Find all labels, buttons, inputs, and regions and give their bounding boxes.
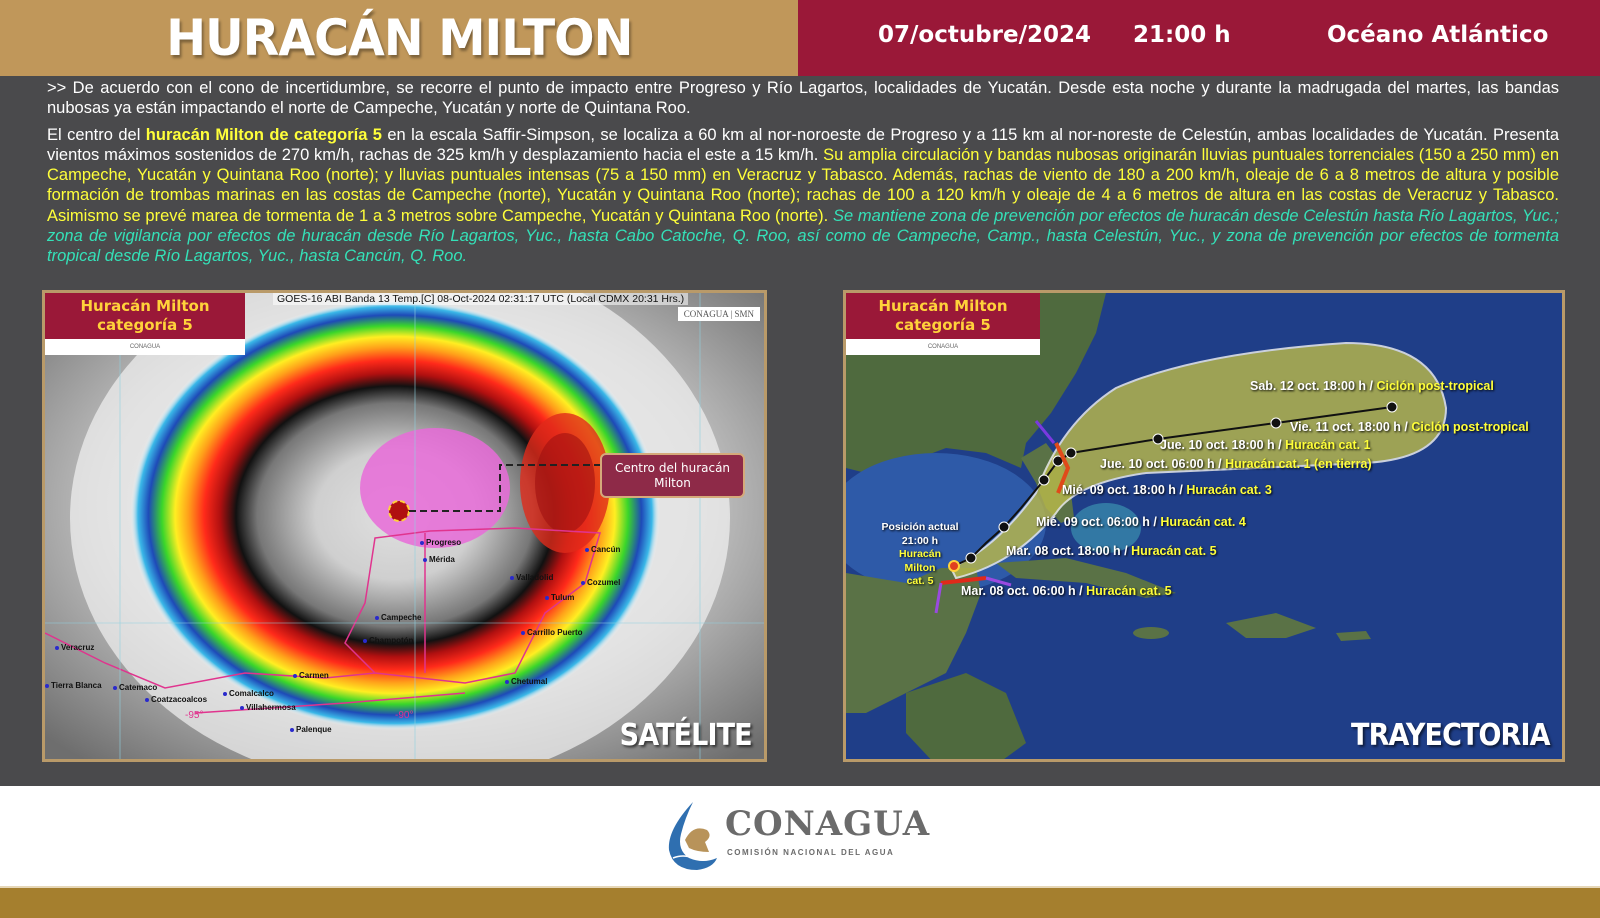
agency-logos: CONAGUA | SMN: [678, 307, 760, 321]
current-position-time: 21:00 h: [901, 534, 939, 547]
bulletin-paragraph-1: >> De acuerdo con el cono de incertidumbre, se recorre el punto de impacto entre Progreso y Río Lagartos, localidades de Yucatán. Desde esta noche y durante la madrugada del martes, las bandas nubosas ya están impactando el norte de Campeche, Yucatán y norte de Quintana Roo.: [47, 79, 1559, 118]
header-info-band: [798, 0, 1600, 76]
forecast-time: Vie. 11 oct. 18:00 h /: [1290, 420, 1412, 434]
text-segment: en la escala Saffir-Simpson, se localiza a 60 km al nor-noroeste de Progreso y a 115 km al nor-noreste de Celestún, ambas localidades de Yucatán. Presenta vientos máximos sostenidos de 270 km/h, rachas de 325 km/h y desplazamiento hacia el este a 15 km/h.: [47, 125, 1559, 164]
badge-title: Huracán Milton: [80, 297, 210, 315]
svg-text:-90°: -90°: [395, 710, 414, 721]
forecast-time: Mié. 09 oct. 18:00 h /: [1062, 483, 1187, 497]
current-position-type: Huracán: [898, 548, 941, 560]
forecast-status: Huracán cat. 5: [1131, 544, 1217, 558]
city-label: Tierra Blanca: [45, 681, 102, 690]
forecast-point-label: [1290, 420, 1529, 434]
conagua-mini-logo: CONAGUA: [45, 339, 245, 355]
forecast-status: Huracán cat. 4: [1160, 515, 1246, 529]
bulletin-paragraph-2: [47, 125, 1559, 267]
city-label: Valladolid: [510, 573, 553, 582]
goes-caption: GOES-16 ABI Banda 13 Temp.[C] 08-Oct-2024 02:31:17 UTC (Local CDMX 20:31 Hrs.): [273, 293, 688, 305]
city-label: Champotón: [363, 636, 413, 645]
forecast-point-label: [961, 584, 1172, 598]
forecast-point-label: [1036, 515, 1246, 529]
conagua-logo: [663, 800, 943, 872]
forecast-time: Jue. 10 oct. 18:00 h /: [1160, 438, 1286, 452]
badge-category: categoría 5: [97, 316, 193, 334]
forecast-status: Huracán cat. 1 (en tierra): [1225, 457, 1372, 471]
bulletin-text: [47, 78, 1559, 273]
conagua-mini-logo: CONAGUA: [846, 339, 1040, 355]
panel-label-trajectory: TRAYECTORIA: [1351, 718, 1550, 753]
satellite-image-panel: [42, 290, 767, 762]
forecast-status: Ciclón post-tropical: [1411, 420, 1529, 434]
svg-text:-95°: -95°: [185, 710, 204, 721]
hurricane-eye-marker: [389, 501, 409, 521]
forecast-time: Mar. 08 oct. 18:00 h /: [1006, 544, 1132, 558]
bulletin-date: 07/octubre/2024: [878, 22, 1092, 48]
text-segment: El centro del: [47, 125, 146, 144]
city-label: Coatzacoalcos: [145, 695, 207, 704]
city-label: Cozumel: [581, 578, 620, 587]
current-position-category: cat. 5: [906, 575, 934, 587]
city-label: Carmen: [293, 671, 329, 680]
conagua-emblem-icon: [663, 800, 719, 872]
current-position-title: Posición actual: [881, 521, 959, 533]
trajectory-map-panel: [843, 290, 1565, 762]
badge-title: Huracán Milton: [878, 297, 1008, 315]
forecast-point-label: [1250, 379, 1494, 393]
forecast-point-label: [1160, 438, 1371, 452]
forecast-time: Mié. 09 oct. 06:00 h /: [1036, 515, 1161, 529]
hurricane-center-callout: Centro del huracán Milton: [600, 453, 745, 498]
forecast-status: Ciclón post-tropical: [1376, 379, 1494, 393]
panel-label-satellite: SATÉLITE: [619, 718, 752, 753]
forecast-time: Jue. 10 oct. 06:00 h /: [1100, 457, 1226, 471]
city-label: Campeche: [375, 613, 421, 622]
effects-highlight: Su amplia circulación y bandas nubosas originarán lluvias puntuales torrenciales (150 a 250 mm) en Campeche, Yucatán y Quintana Roo (norte); y lluvias puntuales intensas (75 a 150 mm) en Veracruz y Tabasco. Además, rachas de viento de 180 a 200 km/h, oleaje de 6 a 8 metros de altura y posible formación de trombas marinas en las costas de Campeche (norte), Yucatán y Quintana Roo (norte); rachas de 100 a 120 km/h y oleaje de 4 a 6 metros de altura en las costas de Veracruz y Tabasco. Asimismo se prevé marea de tormenta de 1 a 3 metros sobre Campeche, Yucatán y Quintana Roo (norte).: [47, 145, 1559, 225]
badge-category: categoría 5: [895, 316, 991, 334]
header-title-band: [0, 0, 798, 76]
city-label: Cancún: [585, 545, 620, 554]
forecast-point-label: [1006, 544, 1217, 558]
city-label: Carrillo Puerto: [521, 628, 583, 637]
city-label: Catemaco: [113, 683, 157, 692]
forecast-status: Huracán cat. 5: [1086, 584, 1172, 598]
city-label: Palenque: [290, 725, 332, 734]
org-name: CONAGUA: [725, 804, 931, 844]
forecast-point-label: [1062, 483, 1272, 497]
hurricane-category-highlight: huracán Milton de categoría 5: [145, 125, 382, 144]
current-position-label: [870, 521, 970, 589]
city-label: Mérida: [423, 555, 455, 564]
forecast-point-label: [1100, 457, 1372, 471]
city-label: Tulum: [545, 593, 574, 602]
page-title: HURACÁN MILTON: [165, 9, 633, 67]
city-label: Progreso: [420, 538, 461, 547]
warning-zones-highlight: Se mantiene zona de prevención por efectos de huracán desde Celestún hasta Río Lagartos, Yuc.; zona de vigilancia por efectos de huracán desde Río Lagartos, Yuc., hasta Cabo Catoche, Q. Roo, así como de Campeche, Camp., hasta Celestún, Yuc., y zona de prevención por efectos de tormenta tropical desde Río Lagartos, Yuc., hasta Cancún, Q. Roo.: [47, 206, 1559, 266]
forecast-status: Huracán cat. 1: [1285, 438, 1371, 452]
org-subtitle: COMISIÓN NACIONAL DEL AGUA: [727, 848, 895, 857]
footer-gold-band: [0, 886, 1600, 918]
city-label: Comalcalco: [223, 689, 274, 698]
header: [0, 0, 1600, 76]
city-label: Veracruz: [55, 643, 94, 652]
city-label: Chetumal: [505, 677, 547, 686]
current-position-name: Milton: [904, 561, 936, 574]
city-label: Villahermosa: [240, 703, 296, 712]
bulletin-time: 21:00 h: [1133, 22, 1231, 48]
forecast-time: Mar. 08 oct. 06:00 h /: [961, 584, 1087, 598]
forecast-status: Huracán cat. 3: [1186, 483, 1272, 497]
ocean-region: Océano Atlántico: [1327, 22, 1549, 48]
forecast-time: Sab. 12 oct. 18:00 h /: [1250, 379, 1377, 393]
hurricane-badge: [45, 293, 245, 339]
hurricane-badge: [846, 293, 1040, 339]
